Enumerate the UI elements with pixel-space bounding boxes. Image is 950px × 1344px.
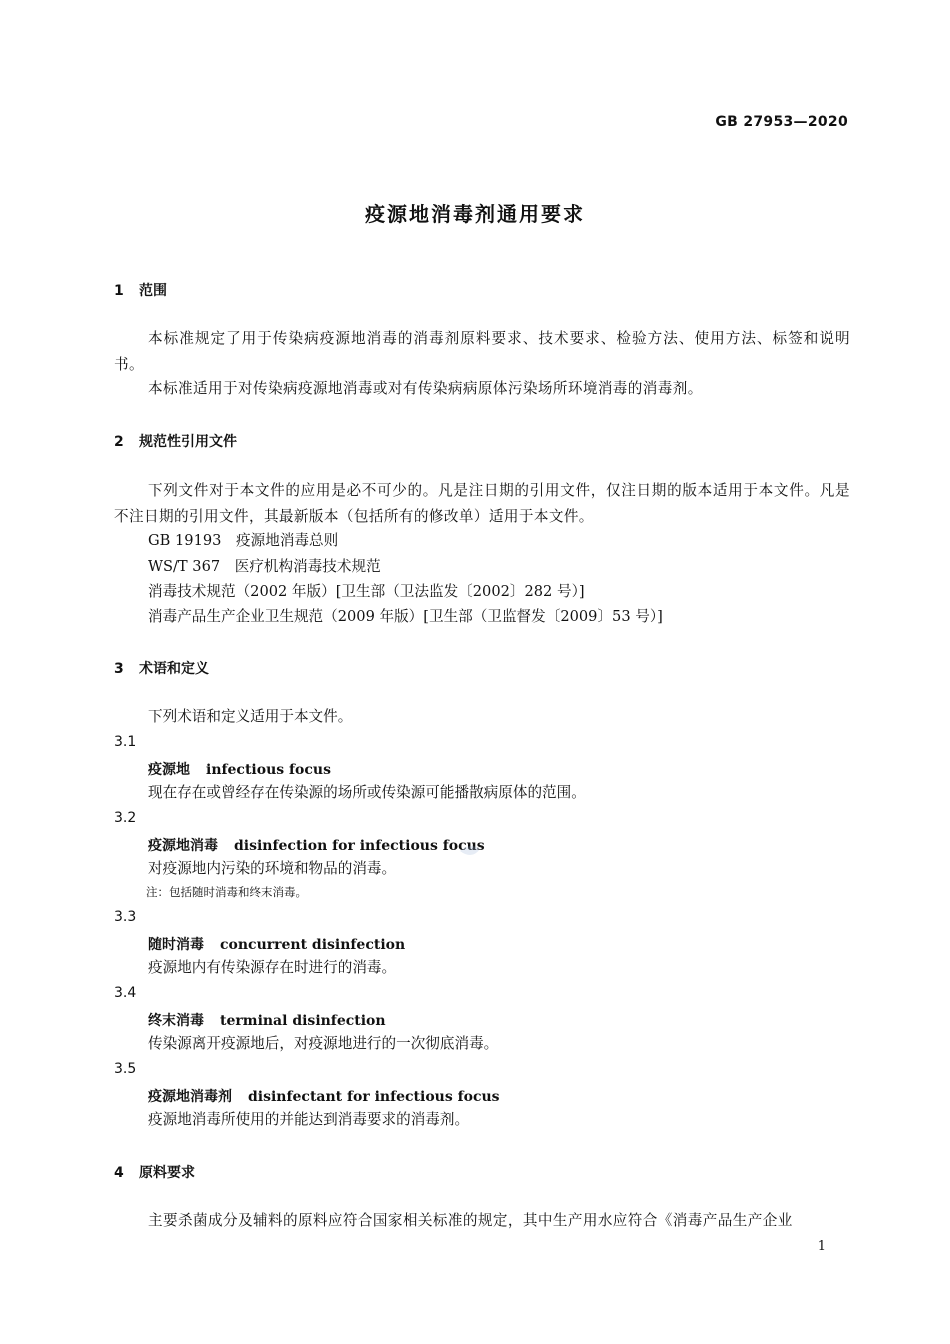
section-title: 术语和定义 <box>139 661 209 677</box>
reference-item: 消毒技术规范（2002 年版）[卫生部（卫法监发〔2002〕282 号）] <box>148 583 585 600</box>
clause-number: 3.3 <box>114 909 137 925</box>
section-number: 4 <box>114 1165 124 1181</box>
term-en: disinfectant for infectious focus <box>248 1089 500 1105</box>
section-number: 2 <box>114 434 124 450</box>
term-zh: 疫源地消毒 <box>148 838 218 854</box>
term-entry <box>148 759 331 779</box>
section-title: 规范性引用文件 <box>139 434 237 450</box>
section-heading-1 <box>114 280 167 300</box>
section-heading-3 <box>114 658 209 678</box>
reference-item: GB 19193 疫源地消毒总则 <box>148 532 339 549</box>
clause-number: 3.2 <box>114 810 137 826</box>
term-definition: 对疫源地内污染的环境和物品的消毒。 <box>148 860 397 877</box>
term-en: terminal disinfection <box>220 1013 386 1029</box>
term-zh: 疫源地 <box>148 762 190 778</box>
term-definition: 疫源地内有传染源存在时进行的消毒。 <box>148 959 397 976</box>
term-definition: 传染源离开疫源地后，对疫源地进行的一次彻底消毒。 <box>148 1035 499 1052</box>
section-heading-4 <box>114 1162 195 1182</box>
term-entry <box>148 1086 500 1106</box>
section-title: 原料要求 <box>139 1165 195 1181</box>
term-en: concurrent disinfection <box>220 937 406 953</box>
section-title: 范围 <box>139 283 167 299</box>
document-title: 疫源地消毒剂通用要求 <box>365 202 585 226</box>
clause-number: 3.4 <box>114 985 137 1001</box>
term-entry <box>148 934 405 954</box>
clause-number: 3.1 <box>114 734 137 750</box>
term-entry <box>148 1010 386 1030</box>
section-number: 1 <box>114 283 124 299</box>
clause-number: 3.5 <box>114 1061 137 1077</box>
term-entry <box>148 835 485 855</box>
term-zh: 随时消毒 <box>148 937 204 953</box>
term-zh: 终末消毒 <box>148 1013 204 1029</box>
term-en: disinfection for infectious focus <box>234 838 485 854</box>
term-zh: 疫源地消毒剂 <box>148 1089 232 1105</box>
terms-intro: 下列术语和定义适用于本文件。 <box>148 708 353 725</box>
section-number: 3 <box>114 661 124 677</box>
watermark-icon <box>458 840 482 862</box>
section-heading-2 <box>114 431 237 451</box>
paragraph-normative-intro: 下列文件对于本文件的应用是必不可少的。凡是注日期的引用文件，仅注日期的版本适用于本文件。凡是不注日期的引用文件，其最新版本（包括所有的修改单）适用于本文件。 <box>114 482 850 525</box>
paragraph-scope: 本标准规定了用于传染病疫源地消毒的消毒剂原料要求、技术要求、检验方法、使用方法、标签和说明书。 <box>114 330 850 373</box>
reference-item: WS/T 367 医疗机构消毒技术规范 <box>148 558 381 575</box>
term-en: infectious focus <box>206 762 331 778</box>
paragraph-applicability: 本标准适用于对传染病疫源地消毒或对有传染病病原体污染场所环境消毒的消毒剂。 <box>148 380 703 397</box>
term-definition: 疫源地消毒所使用的并能达到消毒要求的消毒剂。 <box>148 1111 470 1128</box>
term-note: 注：包括随时消毒和终末消毒。 <box>146 885 307 899</box>
page-number: 1 <box>817 1239 826 1254</box>
standard-number: GB 27953—2020 <box>715 114 848 130</box>
paragraph-raw-materials: 主要杀菌成分及辅料的原料应符合国家相关标准的规定，其中生产用水应符合《消毒产品生产企业 <box>148 1212 793 1229</box>
term-definition: 现在存在或曾经存在传染源的场所或传染源可能播散病原体的范围。 <box>148 784 586 801</box>
reference-item: 消毒产品生产企业卫生规范（2009 年版）[卫生部（卫监督发〔2009〕53 号）] <box>148 608 663 625</box>
